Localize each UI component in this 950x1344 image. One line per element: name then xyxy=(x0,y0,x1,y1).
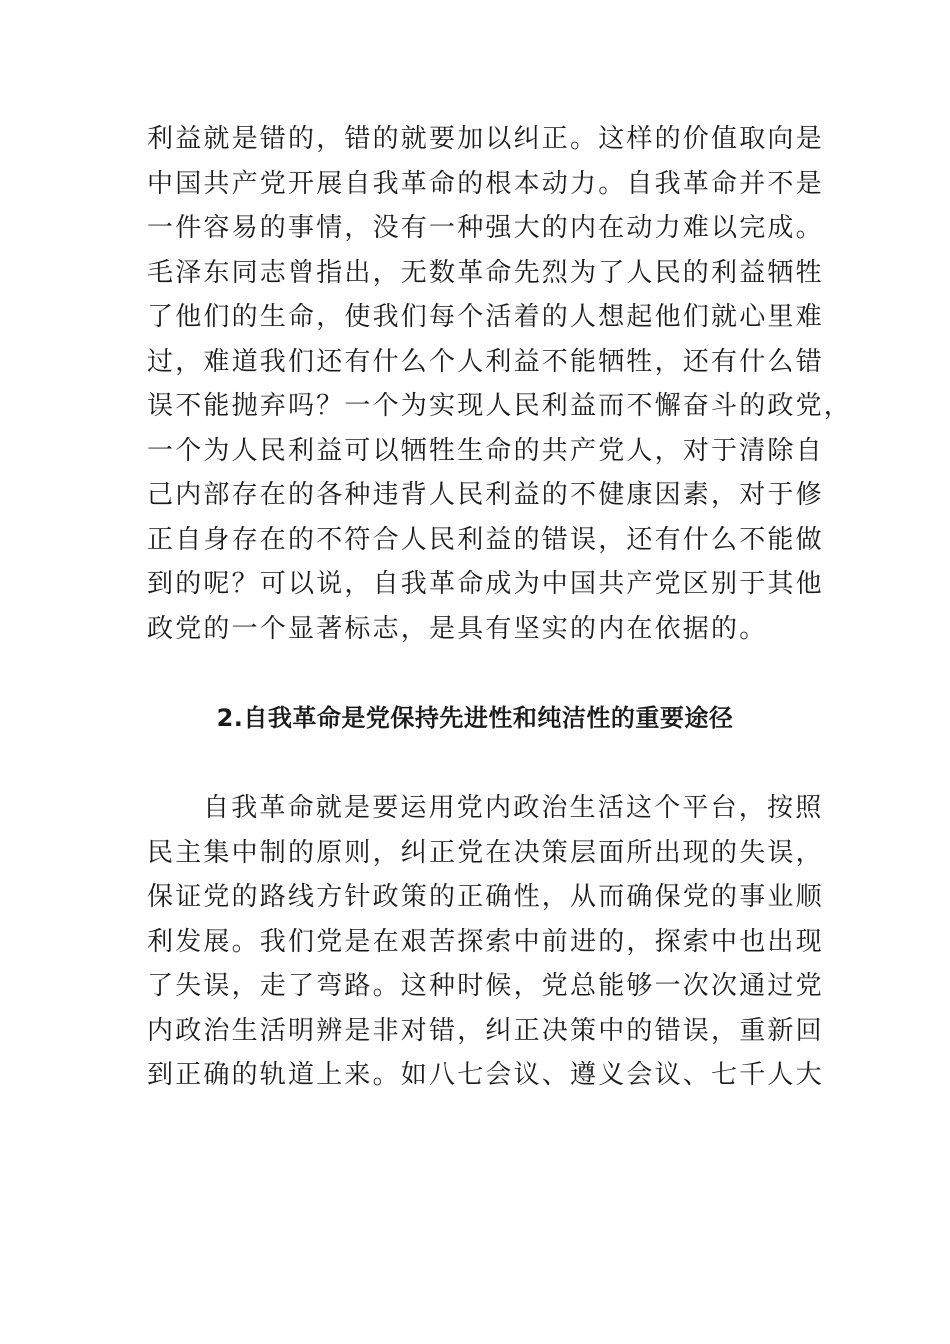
paragraph-2-line: 内政治生活明辨是非对错，纠正决策中的错误，重新回 xyxy=(147,1015,824,1046)
paragraph-1-line: 到的呢？可以说，自我革命成为中国共产党区别于其他 xyxy=(147,569,824,599)
paragraph-1-line: 过，难道我们还有什么个人利益不能牺牲，还有什么错 xyxy=(147,346,824,377)
paragraph-1-line: 一件容易的事情，没有一种强大的内在动力难以完成。 xyxy=(147,213,824,243)
paragraph-1-line: 了他们的生命，使我们每个活着的人想起他们就心里难 xyxy=(147,302,824,332)
section-heading: 2.自我革命是党保持先进性和纯洁性的重要途径 xyxy=(216,704,734,732)
paragraph-1-line: 误不能抛弃吗？一个为实现人民利益而不懈奋斗的政党， xyxy=(147,391,853,421)
paragraph-2-line: 到正确的轨道上来。如八七会议、遵义会议、七千人大 xyxy=(147,1060,824,1090)
paragraph-1-line: 己内部存在的各种违背人民利益的不健康因素，对于修 xyxy=(147,480,824,510)
paragraph-2-line: 保证党的路线方针政策的正确性，从而确保党的事业顺 xyxy=(147,882,824,912)
paragraph-1-line: 利益就是错的，错的就要加以纠正。这样的价值取向是 xyxy=(147,124,824,154)
paragraph-2-line: 民主集中制的原则，纠正党在决策层面所出现的失误， xyxy=(147,837,824,868)
paragraph-1-line: 中国共产党开展自我革命的根本动力。自我革命并不是 xyxy=(147,168,824,199)
paragraph-1-line: 一个为人民利益可以牺牲生命的共产党人，对于清除自 xyxy=(147,435,824,466)
paragraph-2-line: 了失误，走了弯路。这种时候，党总能够一次次通过党 xyxy=(147,971,824,1001)
paragraph-1-line: 政党的一个显著标志，是具有坚实的内在依据的。 xyxy=(147,613,768,644)
paragraph-1-line: 毛泽东同志曾指出，无数革命先烈为了人民的利益牺牲 xyxy=(147,257,824,288)
paragraph-2-line: 自我革命就是要运用党内政治生活这个平台，按照 xyxy=(203,793,824,823)
paragraph-1-line: 正自身存在的不符合人民利益的错误，还有什么不能做 xyxy=(147,524,824,555)
paragraph-1 xyxy=(147,117,853,651)
paragraph-2 xyxy=(147,786,824,1098)
paragraph-2-line: 利发展。我们党是在艰苦探索中前进的，探索中也出现 xyxy=(147,926,824,957)
